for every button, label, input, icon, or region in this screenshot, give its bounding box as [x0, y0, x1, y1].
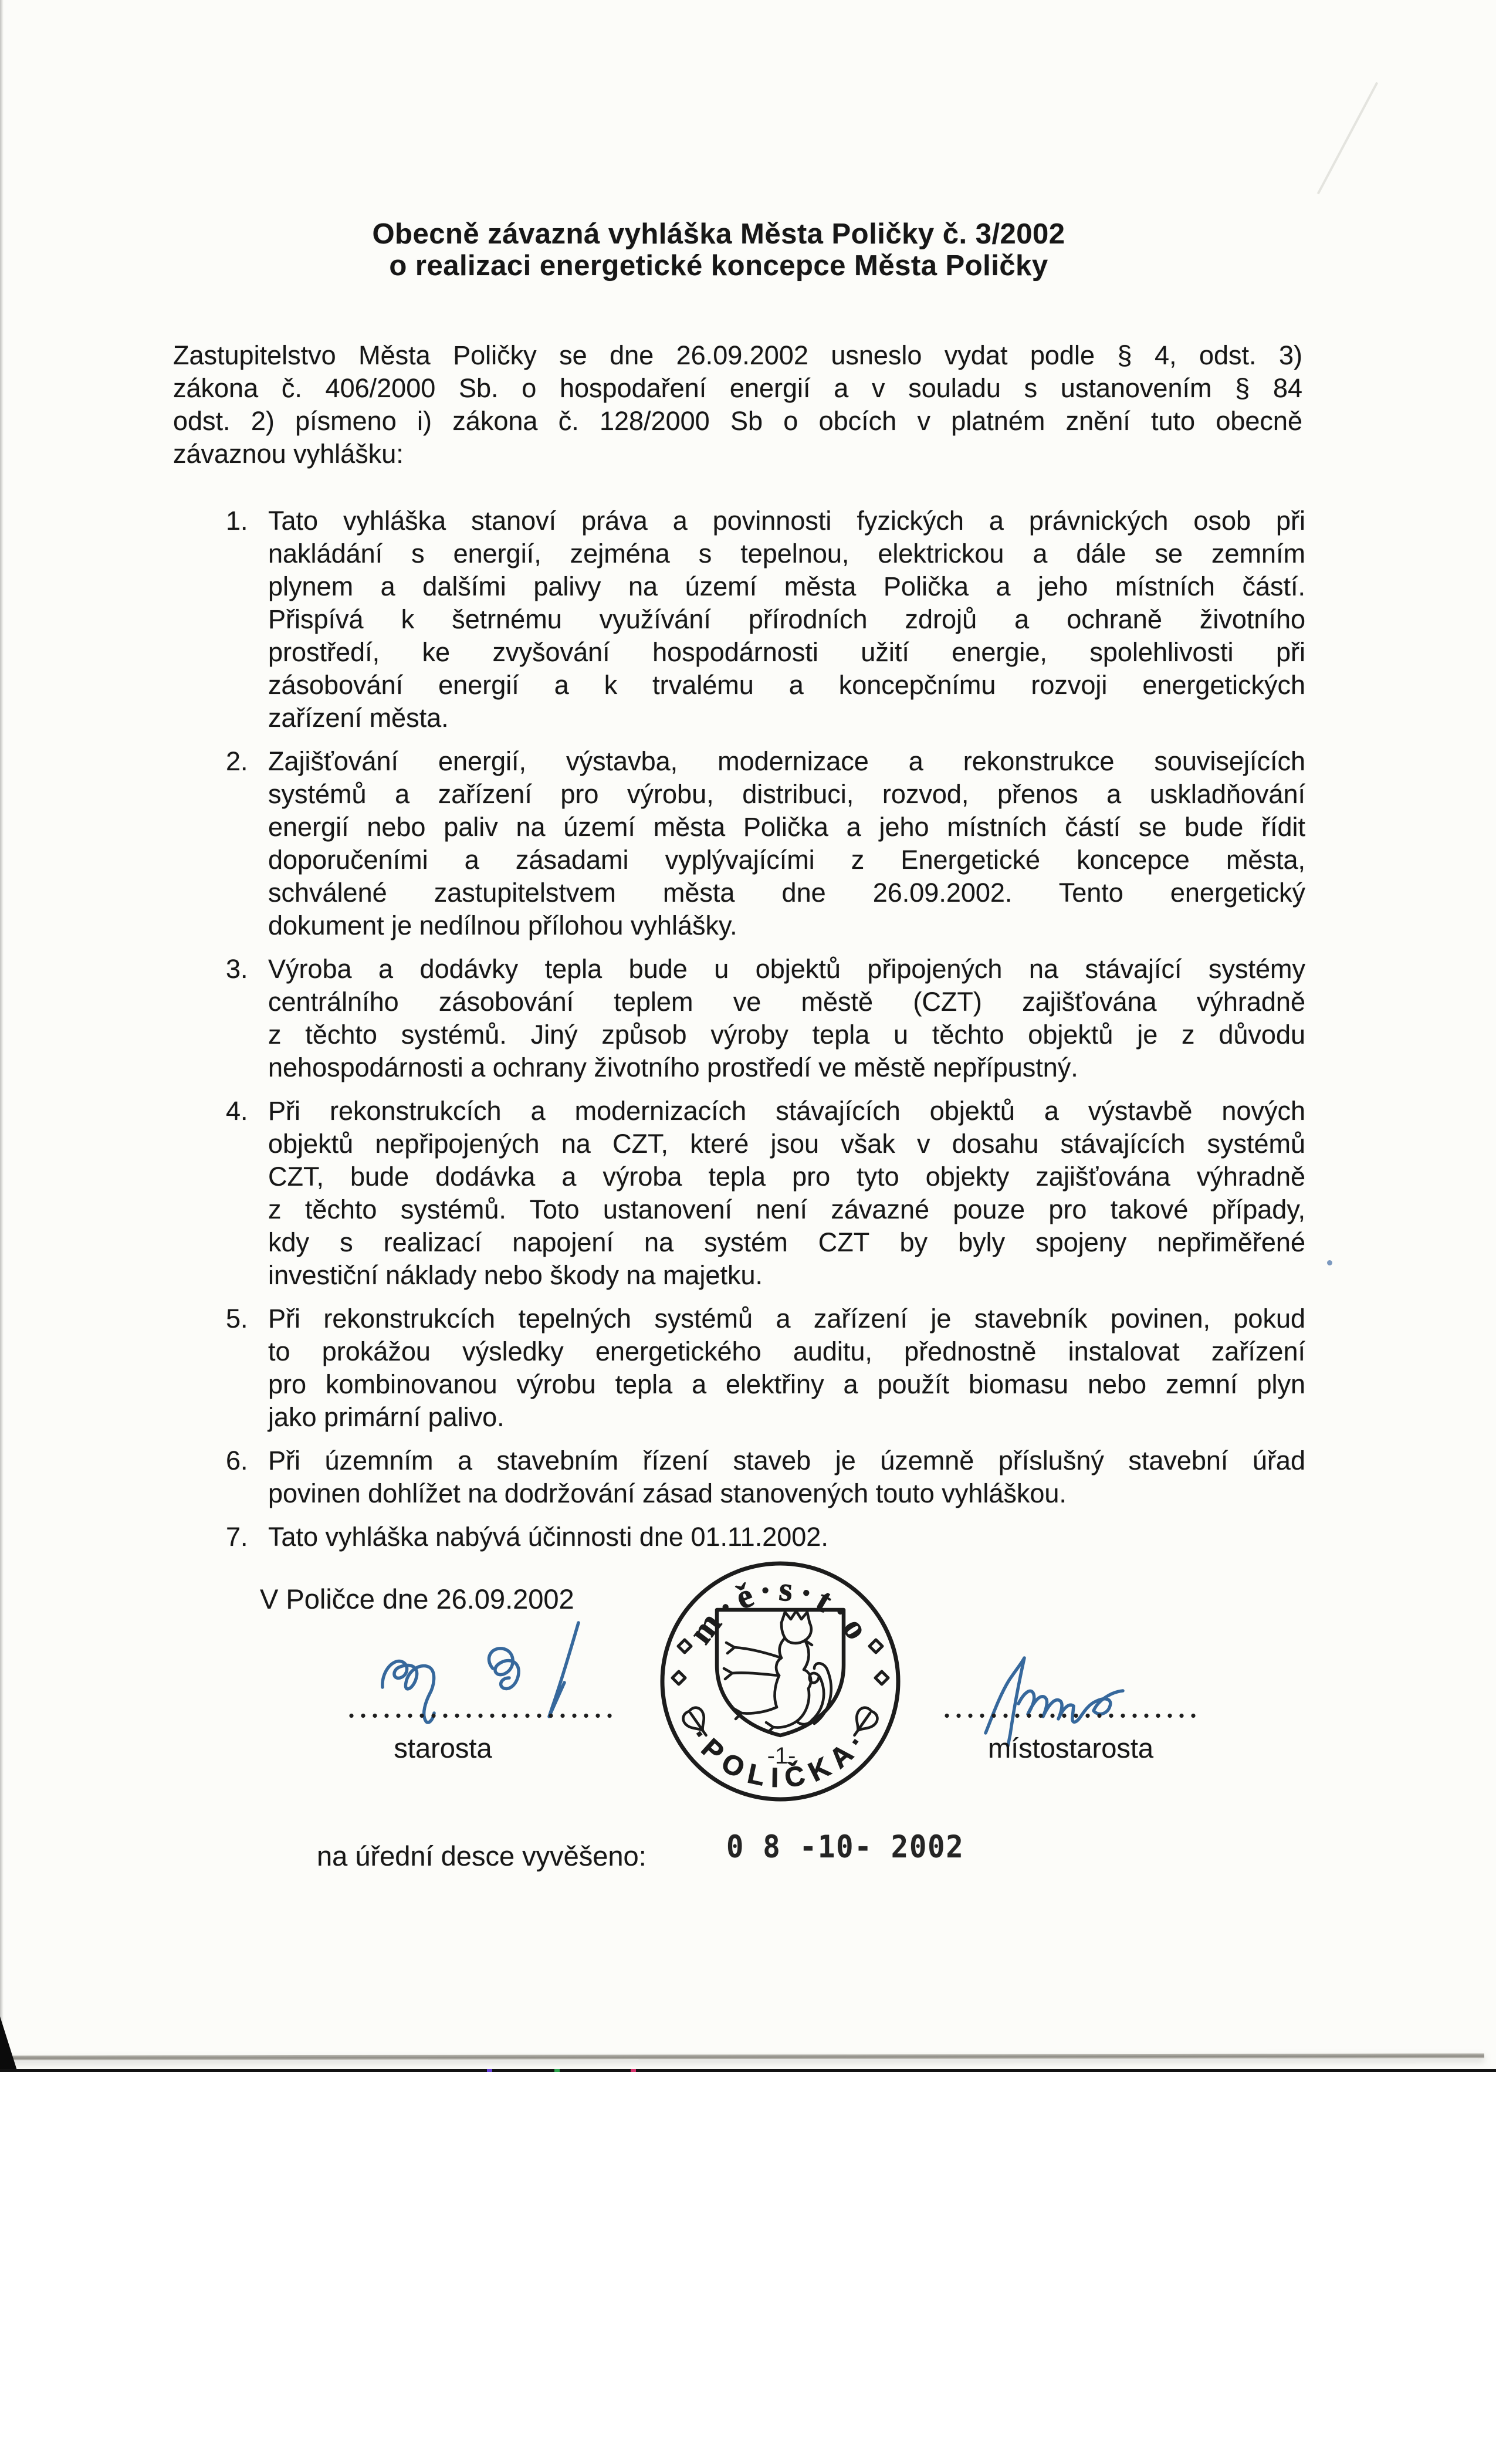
- item-line: CZT, bude dodávka a výroba tepla pro tyto objekty zajišťována výhradně: [268, 1162, 1305, 1192]
- scan-edge-speck: [487, 2069, 492, 2072]
- ordinance-list: [226, 505, 1305, 1564]
- document-title: [23, 218, 1414, 282]
- item-line: systémů a zařízení pro výrobu, distribuci, rozvod, přenos a uskladňování: [268, 779, 1305, 809]
- starosta-label: starosta: [394, 1732, 492, 1764]
- signature-stroke: [489, 1649, 519, 1689]
- list-item: [226, 1095, 1305, 1292]
- item-number: 2.: [226, 746, 248, 776]
- intro-paragraph: [173, 339, 1302, 471]
- item-line: Tato vyhláška stanoví práva a povinnosti fyzických a právnických osob při: [268, 506, 1305, 536]
- item-line: zařízení města.: [268, 703, 449, 733]
- item-line: nakládání s energií, zejména s tepelnou, elektrickou a dále se zemním: [268, 539, 1305, 568]
- list-item: [226, 1302, 1305, 1434]
- ink-speck-artifact: [1327, 1260, 1332, 1265]
- item-line: nehospodárnosti a ochrany životního prostředí ve městě nepřípustný.: [268, 1052, 1078, 1082]
- paper-fold-edge: [4, 2053, 1484, 2060]
- item-number: 1.: [226, 506, 248, 536]
- item-text: [268, 1444, 1305, 1510]
- place-date-line: V Poličce dne 26.09.2002: [260, 1583, 574, 1615]
- item-number: 7.: [226, 1522, 248, 1552]
- seal-lion: [724, 1611, 831, 1732]
- item-line: doporučeními a zásadami vyplývajícími z Energetické koncepce města,: [268, 845, 1305, 875]
- signature-dotted-line: [349, 1713, 619, 1718]
- item-line: centrálního zásobování teplem ve městě (CZT) zajišťována výhradně: [268, 987, 1305, 1017]
- date-stamp: 0 8 -10- 2002: [726, 1829, 964, 1865]
- scan-corner-shadow: [0, 2016, 18, 2072]
- town-seal-policka: [652, 1553, 908, 1809]
- item-text: [268, 1521, 1305, 1553]
- signature-dotted-line: [945, 1713, 1203, 1718]
- item-text: [268, 1095, 1305, 1292]
- intro-line: zákona č. 406/2000 Sb. o hospodaření energií a v souladu s ustanovením § 84: [173, 373, 1302, 403]
- scan-edge-speck: [631, 2069, 636, 2072]
- item-line: jako primární palivo.: [268, 1402, 505, 1432]
- seal-bottom-arc-text: ·POLIČKA·: [685, 1721, 876, 1794]
- item-text: [268, 953, 1305, 1084]
- item-line: Při rekonstrukcích tepelných systémů a zařízení je stavebník povinen, pokud: [268, 1304, 1305, 1333]
- item-line: dokument je nedílnou přílohou vyhlášky.: [268, 911, 737, 940]
- item-line: povinen dohlížet na dodržování zásad stanovených touto vyhláškou.: [268, 1478, 1067, 1508]
- item-line: investiční náklady nebo škody na majetku.: [268, 1260, 763, 1290]
- item-number: 4.: [226, 1096, 248, 1126]
- item-line: plynem a dalšími palivy na území města Polička a jeho místních částí.: [268, 571, 1305, 601]
- item-text: [268, 745, 1305, 942]
- item-line: Výroba a dodávky tepla bude u objektů připojených na stávající systémy: [268, 954, 1305, 984]
- list-item: [226, 1521, 1305, 1553]
- list-item: [226, 953, 1305, 1084]
- item-number: 3.: [226, 954, 248, 984]
- mistostarosta-label: místostarosta: [987, 1732, 1154, 1764]
- item-line: Zajišťování energií, výstavba, modernizace a rekonstrukce souvisejících: [268, 746, 1305, 776]
- list-item: [226, 1444, 1305, 1510]
- item-line: prostředí, ke zvyšování hospodárnosti užití energie, spolehlivosti při: [268, 637, 1305, 667]
- title-line-1: Obecně závazná vyhláška Města Poličky č. 3/2002: [372, 218, 1065, 250]
- intro-line: Zastupitelstvo Města Poličky se dne 26.09.2002 usneslo vydat podle § 4, odst. 3): [173, 340, 1302, 370]
- item-line: Při rekonstrukcích a modernizacích stávajících objektů a výstavbě nových: [268, 1096, 1305, 1126]
- item-line: Přispívá k šetrnému využívání přírodních zdrojů a ochraně životního: [268, 604, 1305, 634]
- item-number: 5.: [226, 1304, 248, 1333]
- item-line: z těchto systémů. Toto ustanovení není závazné pouze pro takové případy,: [268, 1194, 1305, 1224]
- item-text: [268, 505, 1305, 735]
- item-line: Při územním a stavebním řízení staveb je územně příslušný stavební úřad: [268, 1446, 1305, 1475]
- item-line: Tato vyhláška nabývá účinnosti dne 01.11.2002.: [268, 1522, 828, 1552]
- title-line-2: o realizaci energetické koncepce Města Poličky: [389, 250, 1048, 282]
- starosta-signature: [375, 1617, 622, 1728]
- item-text: [268, 1302, 1305, 1434]
- item-line: schválené zastupitelstvem města dne 26.09.2002. Tento energetický: [268, 878, 1305, 908]
- item-line: z těchto systémů. Jiný způsob výroby tepla u těchto objektů je z důvodu: [268, 1020, 1305, 1050]
- item-line: to prokážou výsledky energetického auditu, přednostně instalovat zařízení: [268, 1336, 1305, 1366]
- scan-bottom-edge: [0, 2069, 1496, 2072]
- item-line: zásobování energií a k trvalému a koncepčnímu rozvoji energetických: [268, 670, 1305, 700]
- list-item: [226, 505, 1305, 735]
- signature-stroke: [549, 1623, 578, 1717]
- item-line: pro kombinovanou výrobu tepla a elektřiny a použít biomasu nebo zemní plyn: [268, 1369, 1305, 1399]
- scan-edge-speck: [554, 2069, 560, 2072]
- seal-top-arc-text: m·ě·s·t·o: [681, 1569, 880, 1651]
- seal-center-number: -1-: [767, 1743, 796, 1769]
- scan-streak-artifact: [1317, 82, 1378, 195]
- intro-line: závaznou vyhlášku:: [173, 439, 404, 469]
- intro-line: odst. 2) písmeno i) zákona č. 128/2000 Sb o obcích v platném znění tuto obecně: [173, 406, 1302, 436]
- item-number: 6.: [226, 1446, 248, 1475]
- item-line: objektů nepřipojených na CZT, které jsou však v dosahu stávajících systémů: [268, 1129, 1305, 1159]
- item-line: energií nebo paliv na území města Polička a jeho místních částí se bude řídit: [268, 812, 1305, 842]
- posted-on-board-label: na úřední desce vyvěšeno:: [317, 1840, 647, 1871]
- item-line: kdy s realizací napojení na systém CZT by byly spojeny nepřiměřené: [268, 1227, 1305, 1257]
- list-item: [226, 745, 1305, 942]
